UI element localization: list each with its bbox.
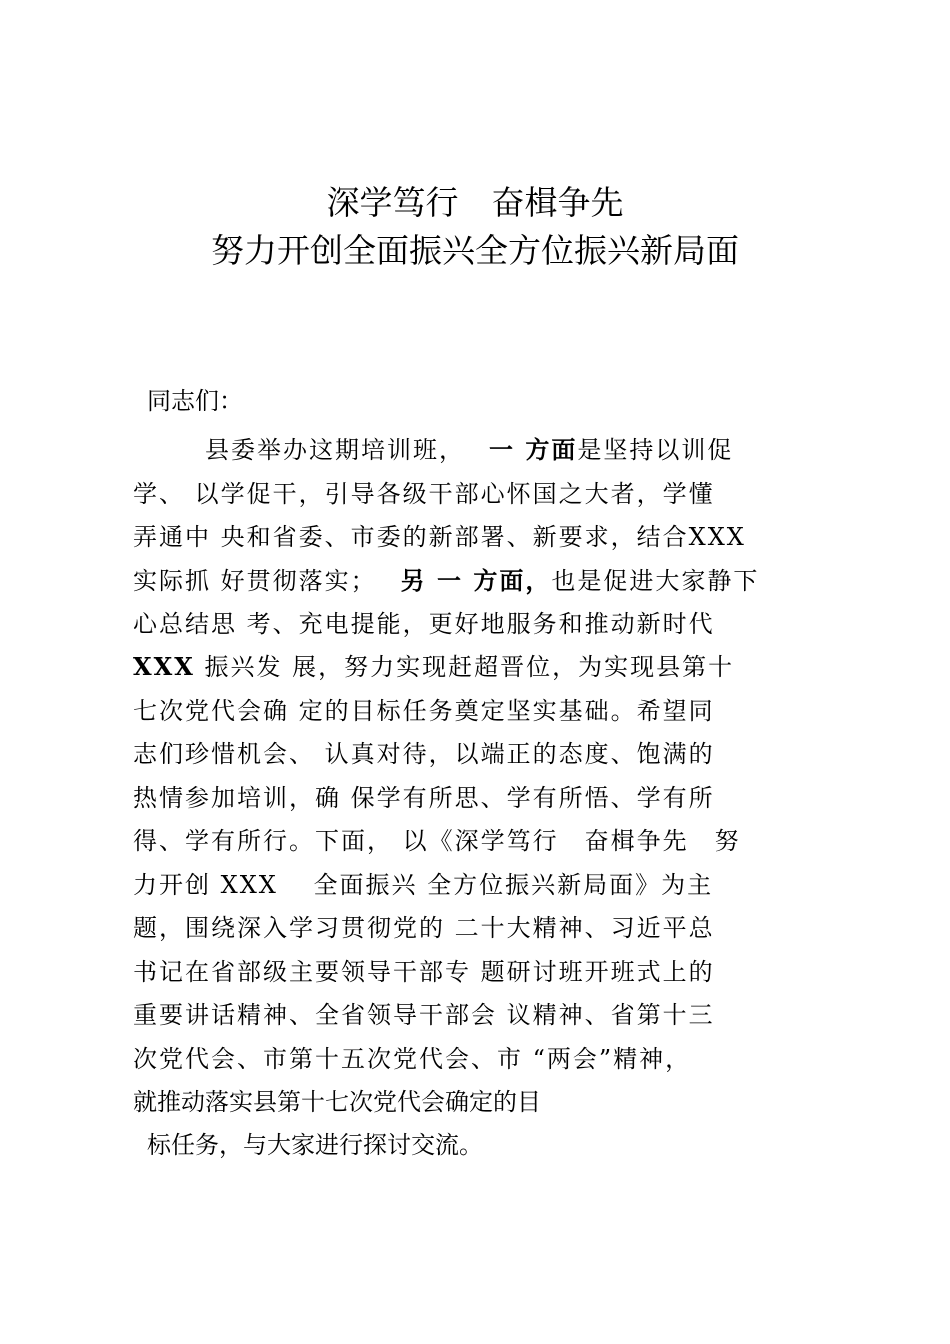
body-text-bold: XXX bbox=[133, 652, 195, 681]
body-text: 振兴发 展，努力实现赶超晋位，为实现县第十 bbox=[194, 653, 735, 681]
body-text: 实际抓 好贯彻落实； bbox=[133, 567, 377, 595]
body-text-bold: 另 一 方面， bbox=[400, 566, 552, 595]
body-line: 心总结思 考、充电提能，更好地服务和推动新时代 bbox=[133, 610, 715, 638]
body-line bbox=[133, 651, 833, 683]
body-line: 得、学有所行。下面， 以《深学笃行 奋楫争先 努 bbox=[133, 827, 741, 855]
body-line: 就推动落实县第十七次党代会确定的目 bbox=[133, 1088, 541, 1116]
body-line bbox=[205, 434, 905, 466]
body-line: 重要讲话精神、全省领导干部会 议精神、省第十三 bbox=[133, 1001, 715, 1029]
body-text: 县委举办这期培训班， bbox=[205, 436, 465, 464]
document-title-line-1: 深学笃行 奋楫争先 bbox=[326, 183, 624, 222]
body-line: 学、 以学促干，引导各级干部心怀国之大者，学懂 bbox=[133, 480, 715, 508]
body-line: 热情参加培训，确 保学有所思、学有所悟、学有所 bbox=[133, 784, 715, 812]
body-line: 题，围绕深入学习贯彻党的 二十大精神、习近平总 bbox=[133, 914, 715, 942]
body-text-bold: 一 方面 bbox=[489, 435, 578, 464]
body-line: 次党代会、市第十五次党代会、市 “两会”精神， bbox=[133, 1045, 692, 1073]
body-line: 力开创 XXX 全面振兴 全方位振兴新局面》为主 bbox=[133, 871, 714, 899]
body-text: 是坚持以训促 bbox=[577, 436, 734, 464]
body-line: 标任务，与大家进行探讨交流。 bbox=[147, 1131, 483, 1159]
document-title-line-2: 努力开创全面振兴全方位振兴新局面 bbox=[211, 231, 739, 270]
body-text: 也是促进大家静下 bbox=[551, 567, 760, 595]
salutation: 同志们： bbox=[147, 387, 243, 415]
body-line: 书记在省部级主要领导干部专 题研讨班开班式上的 bbox=[133, 958, 715, 986]
body-line bbox=[133, 565, 833, 597]
body-line: 七次党代会确 定的目标任务奠定坚实基础。希望同 bbox=[133, 697, 715, 725]
body-line: 弄通中 央和省委、市委的新部署、新要求，结合XXX bbox=[133, 523, 746, 551]
body-line: 志们珍惜机会、 认真对待，以端正的态度、饱满的 bbox=[133, 740, 715, 768]
